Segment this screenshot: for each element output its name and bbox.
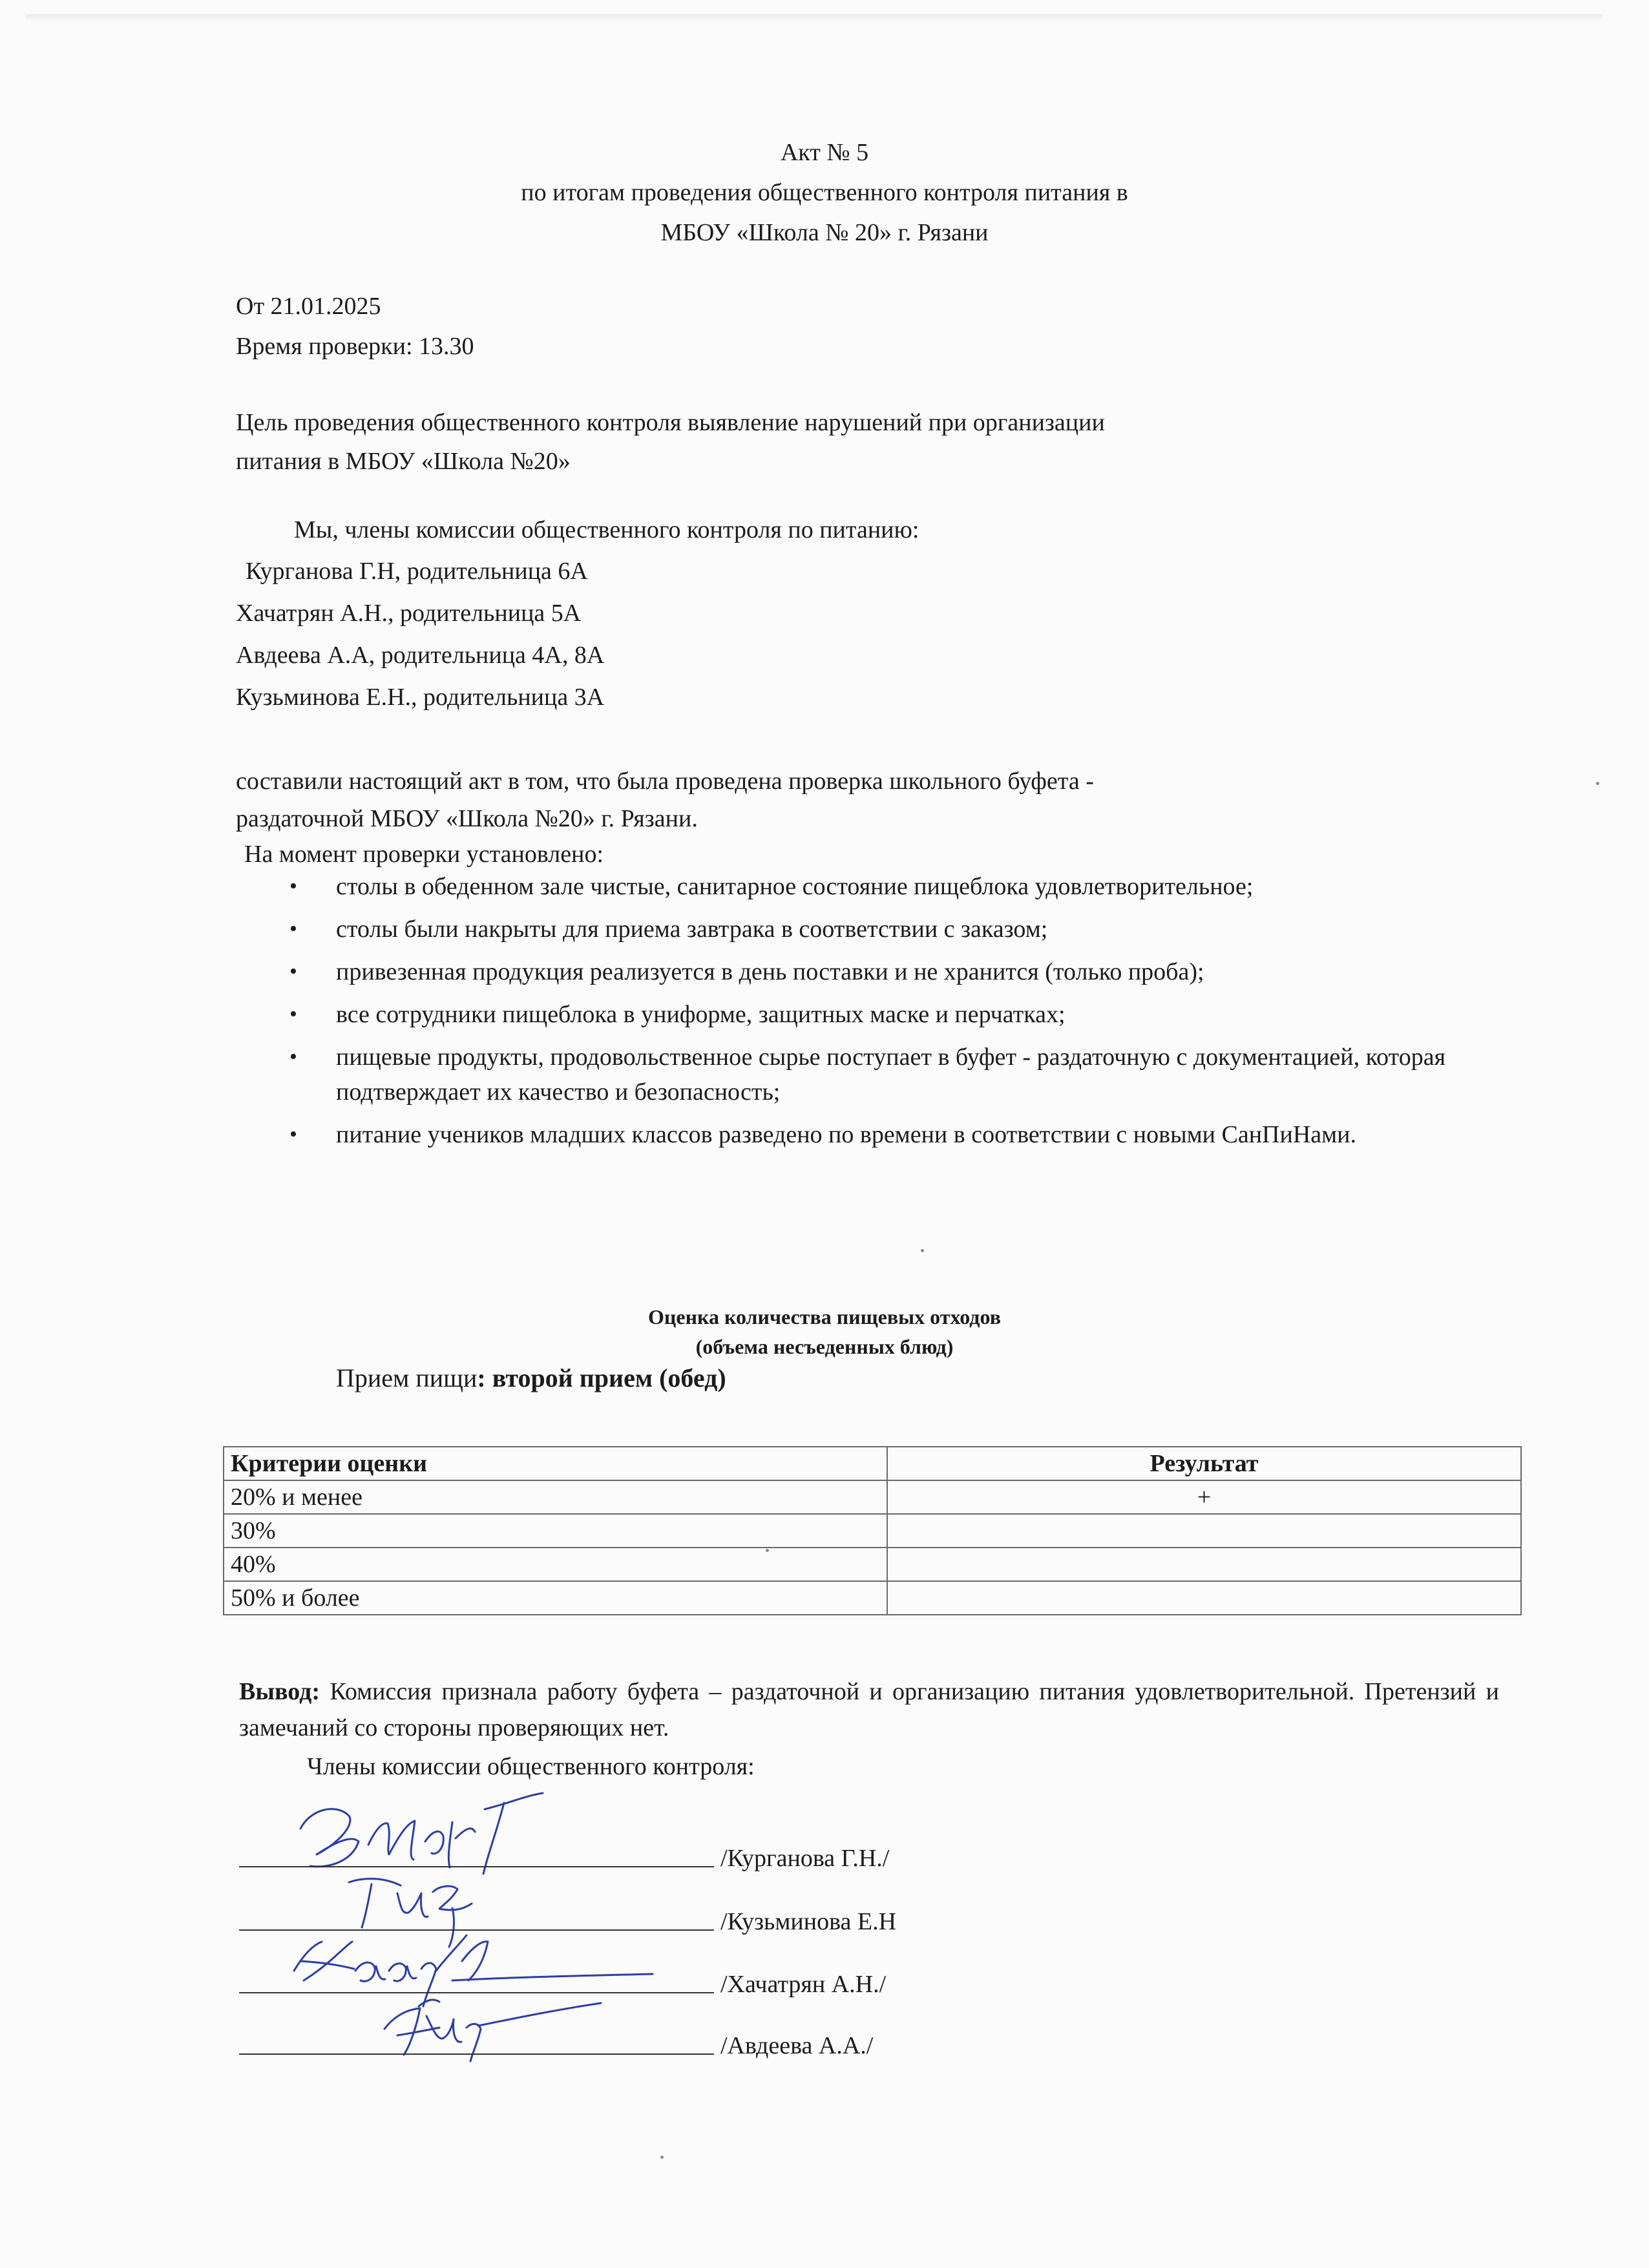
signature-line bbox=[239, 2053, 714, 2055]
meal-line bbox=[336, 1361, 726, 1396]
result-cell bbox=[887, 1548, 1521, 1581]
waste-assessment-title: Оценка количества пищевых отходов bbox=[648, 1305, 1001, 1328]
finding-item: • пищевые продукты, продовольственное сырье поступает в буфет - раздаточную с документацией, которая подтверждает их качество и безопасность; bbox=[284, 1040, 1499, 1109]
column-header-criteria: Критерии оценки bbox=[224, 1447, 887, 1480]
assessment-table bbox=[223, 1446, 1522, 1615]
finding-item: • все сотрудники пищеблока в униформе, защитных маске и перчатках; bbox=[284, 997, 1499, 1032]
scan-speck bbox=[1596, 782, 1599, 785]
result-cell: + bbox=[887, 1480, 1521, 1514]
member-item: Кузьминова Е.Н., родительница 3А bbox=[236, 684, 605, 711]
signatory-name: /Курганова Г.Н./ bbox=[720, 1845, 890, 1872]
table-row bbox=[224, 1514, 1521, 1548]
finding-item: • столы были накрыты для приема завтрака в соответствии с заказом; bbox=[284, 912, 1499, 947]
meal-label: Прием пищи bbox=[336, 1363, 478, 1392]
waste-assessment-heading bbox=[0, 1302, 1649, 1361]
waste-assessment-subtitle: (объема несъеденных блюд) bbox=[695, 1335, 954, 1358]
act-date: От 21.01.2025 bbox=[236, 293, 381, 320]
result-cell bbox=[887, 1514, 1521, 1548]
member-item: Хачатрян А.Н., родительница 5А bbox=[236, 600, 582, 627]
scan-speck bbox=[660, 2156, 664, 2159]
table-row bbox=[224, 1581, 1521, 1615]
statement-line-2: раздаточной МБОУ «Школа №20» г. Рязани. bbox=[236, 805, 698, 832]
purpose-line-2: питания в МБОУ «Школа №20» bbox=[236, 448, 571, 475]
established-label: На момент проверки установлено: bbox=[244, 841, 604, 868]
signatures-heading: Члены комиссии общественного контроля: bbox=[307, 1753, 755, 1780]
signature-row bbox=[239, 2010, 1079, 2061]
table-row bbox=[224, 1480, 1521, 1514]
result-cell bbox=[887, 1581, 1521, 1615]
inspection-time: Время проверки: 13.30 bbox=[236, 333, 474, 360]
document-subtitle-1: по итогам проведения общественного контроля питания в bbox=[521, 179, 1128, 206]
member-item: Курганова Г.Н, родительница 6А bbox=[246, 558, 588, 585]
finding-item: • питание учеников младших классов разведено по времени в соответствии с новыми СанПиНами. bbox=[284, 1117, 1499, 1152]
criteria-cell: 40% bbox=[224, 1548, 887, 1581]
conclusion-label: Вывод: bbox=[239, 1678, 320, 1705]
criteria-cell: 20% и менее bbox=[224, 1480, 887, 1514]
document-subtitle-2: МБОУ «Школа № 20» г. Рязани bbox=[660, 219, 989, 246]
criteria-cell: 50% и более bbox=[224, 1581, 887, 1615]
document-header bbox=[0, 132, 1649, 253]
conclusion-text: Комиссия признала работу буфета – раздаточной и организацию питания удовлетворительной. Претензий и замечаний со стороны проверяющих нет. bbox=[239, 1678, 1499, 1741]
scan-edge bbox=[26, 14, 1602, 21]
member-item: Авдеева А.А, родительница 4А, 8А bbox=[236, 642, 605, 669]
commission-intro: Мы, члены комиссии общественного контроля по питанию: bbox=[294, 516, 919, 543]
statement-line-1: составили настоящий акт в том, что была проведена проверка школьного буфета - bbox=[236, 768, 1094, 795]
conclusion bbox=[239, 1674, 1499, 1746]
scan-speck bbox=[921, 1249, 924, 1252]
table-row bbox=[224, 1548, 1521, 1581]
findings-list bbox=[284, 869, 1499, 1160]
column-header-result: Результат bbox=[887, 1447, 1521, 1480]
scan-speck bbox=[766, 1549, 769, 1552]
signatory-name: /Авдеева А.А./ bbox=[720, 2032, 874, 2059]
purpose-line-1: Цель проведения общественного контроля выявление нарушений при организации bbox=[236, 409, 1105, 436]
table-header-row bbox=[224, 1447, 1521, 1480]
finding-item: • столы в обеденном зале чистые, санитарное состояние пищеблока удовлетворительное; bbox=[284, 869, 1499, 904]
finding-item: • привезенная продукция реализуется в день поставки и не хранится (только проба); bbox=[284, 954, 1499, 989]
signatory-name: /Хачатрян А.Н./ bbox=[720, 1971, 887, 1998]
meal-value: : второй прием (обед) bbox=[477, 1363, 726, 1392]
signatory-name: /Кузьминова Е.Н bbox=[720, 1908, 897, 1935]
document-title: Акт № 5 bbox=[780, 139, 869, 166]
criteria-cell: 30% bbox=[224, 1514, 887, 1548]
